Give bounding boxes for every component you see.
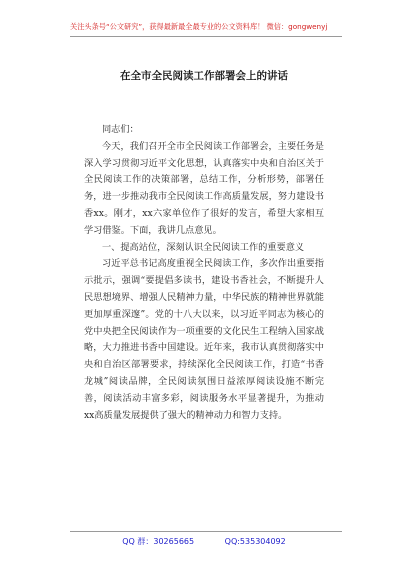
document-title: 在全市全民阅读工作部署会上的讲话 — [120, 70, 288, 82]
header-banner: 关注头条号“公文研究”，获得最新最全最专业的公文资料库！ 微信：gongwenyj — [70, 22, 328, 31]
document-body — [84, 122, 324, 424]
footer-qq-number: QQ:535304092 — [224, 537, 286, 546]
footer-contact — [0, 536, 408, 547]
footer-divider — [70, 531, 342, 532]
salutation: 同志们： — [102, 124, 139, 135]
body-paragraph-2: 习近平总书记高度重视全民阅读工作，多次作出重要指示批示，强调“要提倡多读书，建设书香社会，不断提升人民思想境界、增强人民精神力量，中华民族的精神世界就能更加厚重深邃”。党的十八大以来，以习近平同志为核心的党中央把全民阅读作为一项重要的文化民生工程纳入国家战略，大力推进书香中国建设。近年来，我市认真贯彻落实中央和自治区部署要求，持续深化全民阅读工作，打造“书香龙城”阅读品牌，全民阅读氛围日益浓厚阅读设施不断完善，阅读活动丰富多彩，阅读服务水平显著提升，为推动xx高质量发展提供了强大的精神动力和智力支持。 — [84, 258, 324, 421]
footer-qq-group: QQ 群：30265665 — [122, 537, 195, 546]
body-paragraph-1: 今天，我们召开全市全民阅读工作部署会，主要任务是深入学习贯彻习近平文化思想，认真落实中央和自治区关于全民阅读工作的决策部署，总结工作，分析形势，部署任务，进一步推动我市全民阅读工作高质量发展，努力建设书香xx。刚才，xx六家单位作了很好的发言，希望大家相互学习借鉴。下面，我讲几点意见。 — [84, 140, 324, 236]
header-divider — [70, 36, 342, 37]
section-heading-1: 一、提高站位，深刻认识全民阅读工作的重要意义 — [102, 241, 305, 253]
